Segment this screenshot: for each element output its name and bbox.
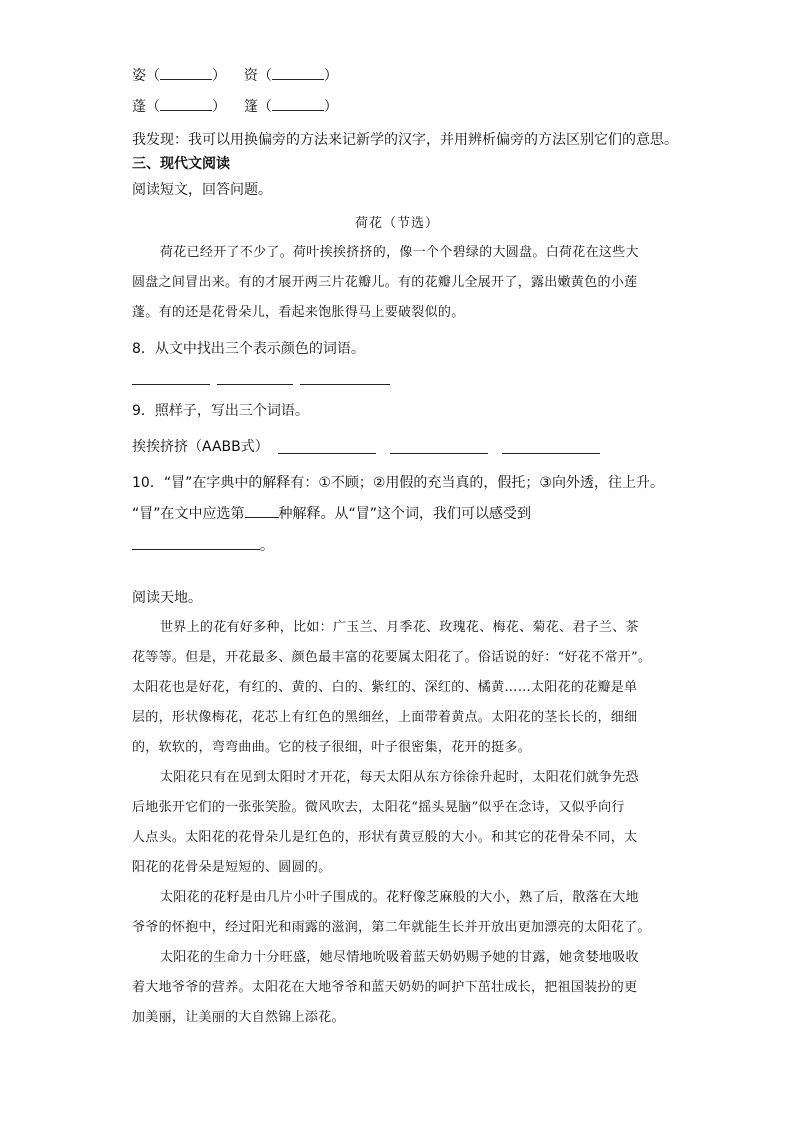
passage-line: 阳花的花骨朵是短短的、圆圆的。: [132, 860, 332, 875]
q10-text-b: 种解释。从“冒”这个词，我们可以感受到: [278, 506, 532, 522]
section-heading: 三、现代文阅读: [132, 156, 230, 172]
passage-line: 太阳花的花籽是由几片小叶子围成的。花籽像芝麻般的大小，熟了后，散落在大地: [160, 890, 639, 905]
char-fill-row-1: 姿（ ） 资（ ）: [132, 68, 338, 84]
question-9: 9．照样子，写出三个词语。: [132, 403, 309, 419]
answer-blank[interactable]: [160, 67, 212, 80]
answer-line[interactable]: [300, 384, 390, 385]
passage-2-body: [132, 613, 651, 1033]
passage-line: 太阳花只有在见到太阳时才开花，每天太阳从东方徐徐升起时，太阳花们就争先恐: [160, 770, 639, 785]
discovery-text: 我发现：我可以用换偏旁的方法来记新学的汉字，并用辨析偏旁的方法区别它们的意思。: [132, 132, 678, 148]
reading-instruction: 阅读短文，回答问题。: [132, 182, 272, 198]
passage-line: 蓬。有的还是花骨朵儿，看起来饱胀得马上要破裂似的。: [132, 305, 465, 320]
answer-line[interactable]: [217, 384, 293, 385]
char-fill-row-2: 蓬（ ） 篷（ ）: [132, 99, 338, 115]
char-2: 资: [243, 68, 258, 84]
question-10: 10．“冒”在字典中的解释有：①不顾；②用假的充当真的，假托；③向外透，往上升。: [132, 475, 664, 491]
passage-line: 太阳花的生命力十分旺盛，她尽情地吮吸着蓝天奶奶赐予她的甘露，她贪婪地吸收: [160, 950, 639, 965]
q9-example: 挨挨挤挤（AABB式）: [132, 439, 269, 455]
answer-blank[interactable]: [132, 537, 260, 550]
char-1: 姿: [132, 68, 146, 84]
passage-line: 后地张开它们的一张张笑脸。微风吹去，太阳花“摇头晃脑”似乎在念诗，又似乎向行: [132, 800, 625, 815]
passage-line: 加美丽，让美丽的大自然锦上添花。: [132, 1010, 345, 1025]
answer-blank[interactable]: [245, 505, 279, 518]
answer-line[interactable]: [278, 453, 376, 454]
passage-line: 太阳花也是好花，有红的、黄的、白的、紫红的、深红的、橘黄……太阳花的花瓣是单: [132, 680, 638, 695]
answer-line[interactable]: [502, 453, 600, 454]
answer-line[interactable]: [390, 453, 488, 454]
passage-line: 人点头。太阳花的花骨朵儿是红色的，形状有黄豆般的大小。和其它的花骨朵不同，太: [132, 830, 638, 845]
question-10-line-2: [132, 504, 531, 524]
char-1: 蓬: [132, 99, 146, 115]
answer-blank[interactable]: [272, 67, 324, 80]
passage-line: 的，软软的，弯弯曲曲。它的枝子很细，叶子很密集，花开的挺多。: [132, 740, 532, 755]
question-8: 8．从文中找出三个表示颜色的词语。: [132, 341, 365, 357]
passage-line: 花等等。但是，开花最多、颜色最丰富的花要属太阳花了。俗话说的好：“好花不常开”。: [132, 650, 652, 665]
answer-line[interactable]: [132, 384, 210, 385]
question-10-line-3: [132, 536, 274, 556]
passage-line: 世界上的花有好多种，比如：广玉兰、月季花、玫瑰花、梅花、菊花、君子兰、茶: [160, 620, 639, 635]
q10-end: 。: [260, 538, 274, 554]
passage-line: 着大地爷爷的营养。太阳花在大地爷爷和蓝天奶奶的呵护下茁壮成长，把祖国装扮的更: [132, 980, 638, 995]
answer-blank[interactable]: [272, 98, 324, 111]
passage-line: 爷爷的怀抱中，经过阳光和雨露的滋润，第二年就能生长并开放出更加漂亮的太阳花了。: [132, 920, 651, 935]
passage-1-body: [132, 238, 639, 328]
q10-text-a: “冒”在文中应选第: [132, 506, 245, 522]
passage-line: 圆盘之间冒出来。有的才展开两三片花瓣儿。有的花瓣儿全展开了，露出嫩黄色的小莲: [132, 275, 638, 290]
passage-line: 荷花已经开了不少了。荷叶挨挨挤挤的，像一个个碧绿的大圆盘。白荷花在这些大: [160, 245, 639, 260]
passage-title: 荷花（节选）: [354, 216, 439, 231]
answer-blank[interactable]: [160, 98, 212, 111]
char-2: 篷: [243, 99, 258, 115]
passage-line: 层的，形状像梅花，花芯上有红色的黑细丝，上面带着黄点。太阳花的茎长长的，细细: [132, 710, 638, 725]
reading-instruction-2: 阅读天地。: [132, 590, 202, 606]
